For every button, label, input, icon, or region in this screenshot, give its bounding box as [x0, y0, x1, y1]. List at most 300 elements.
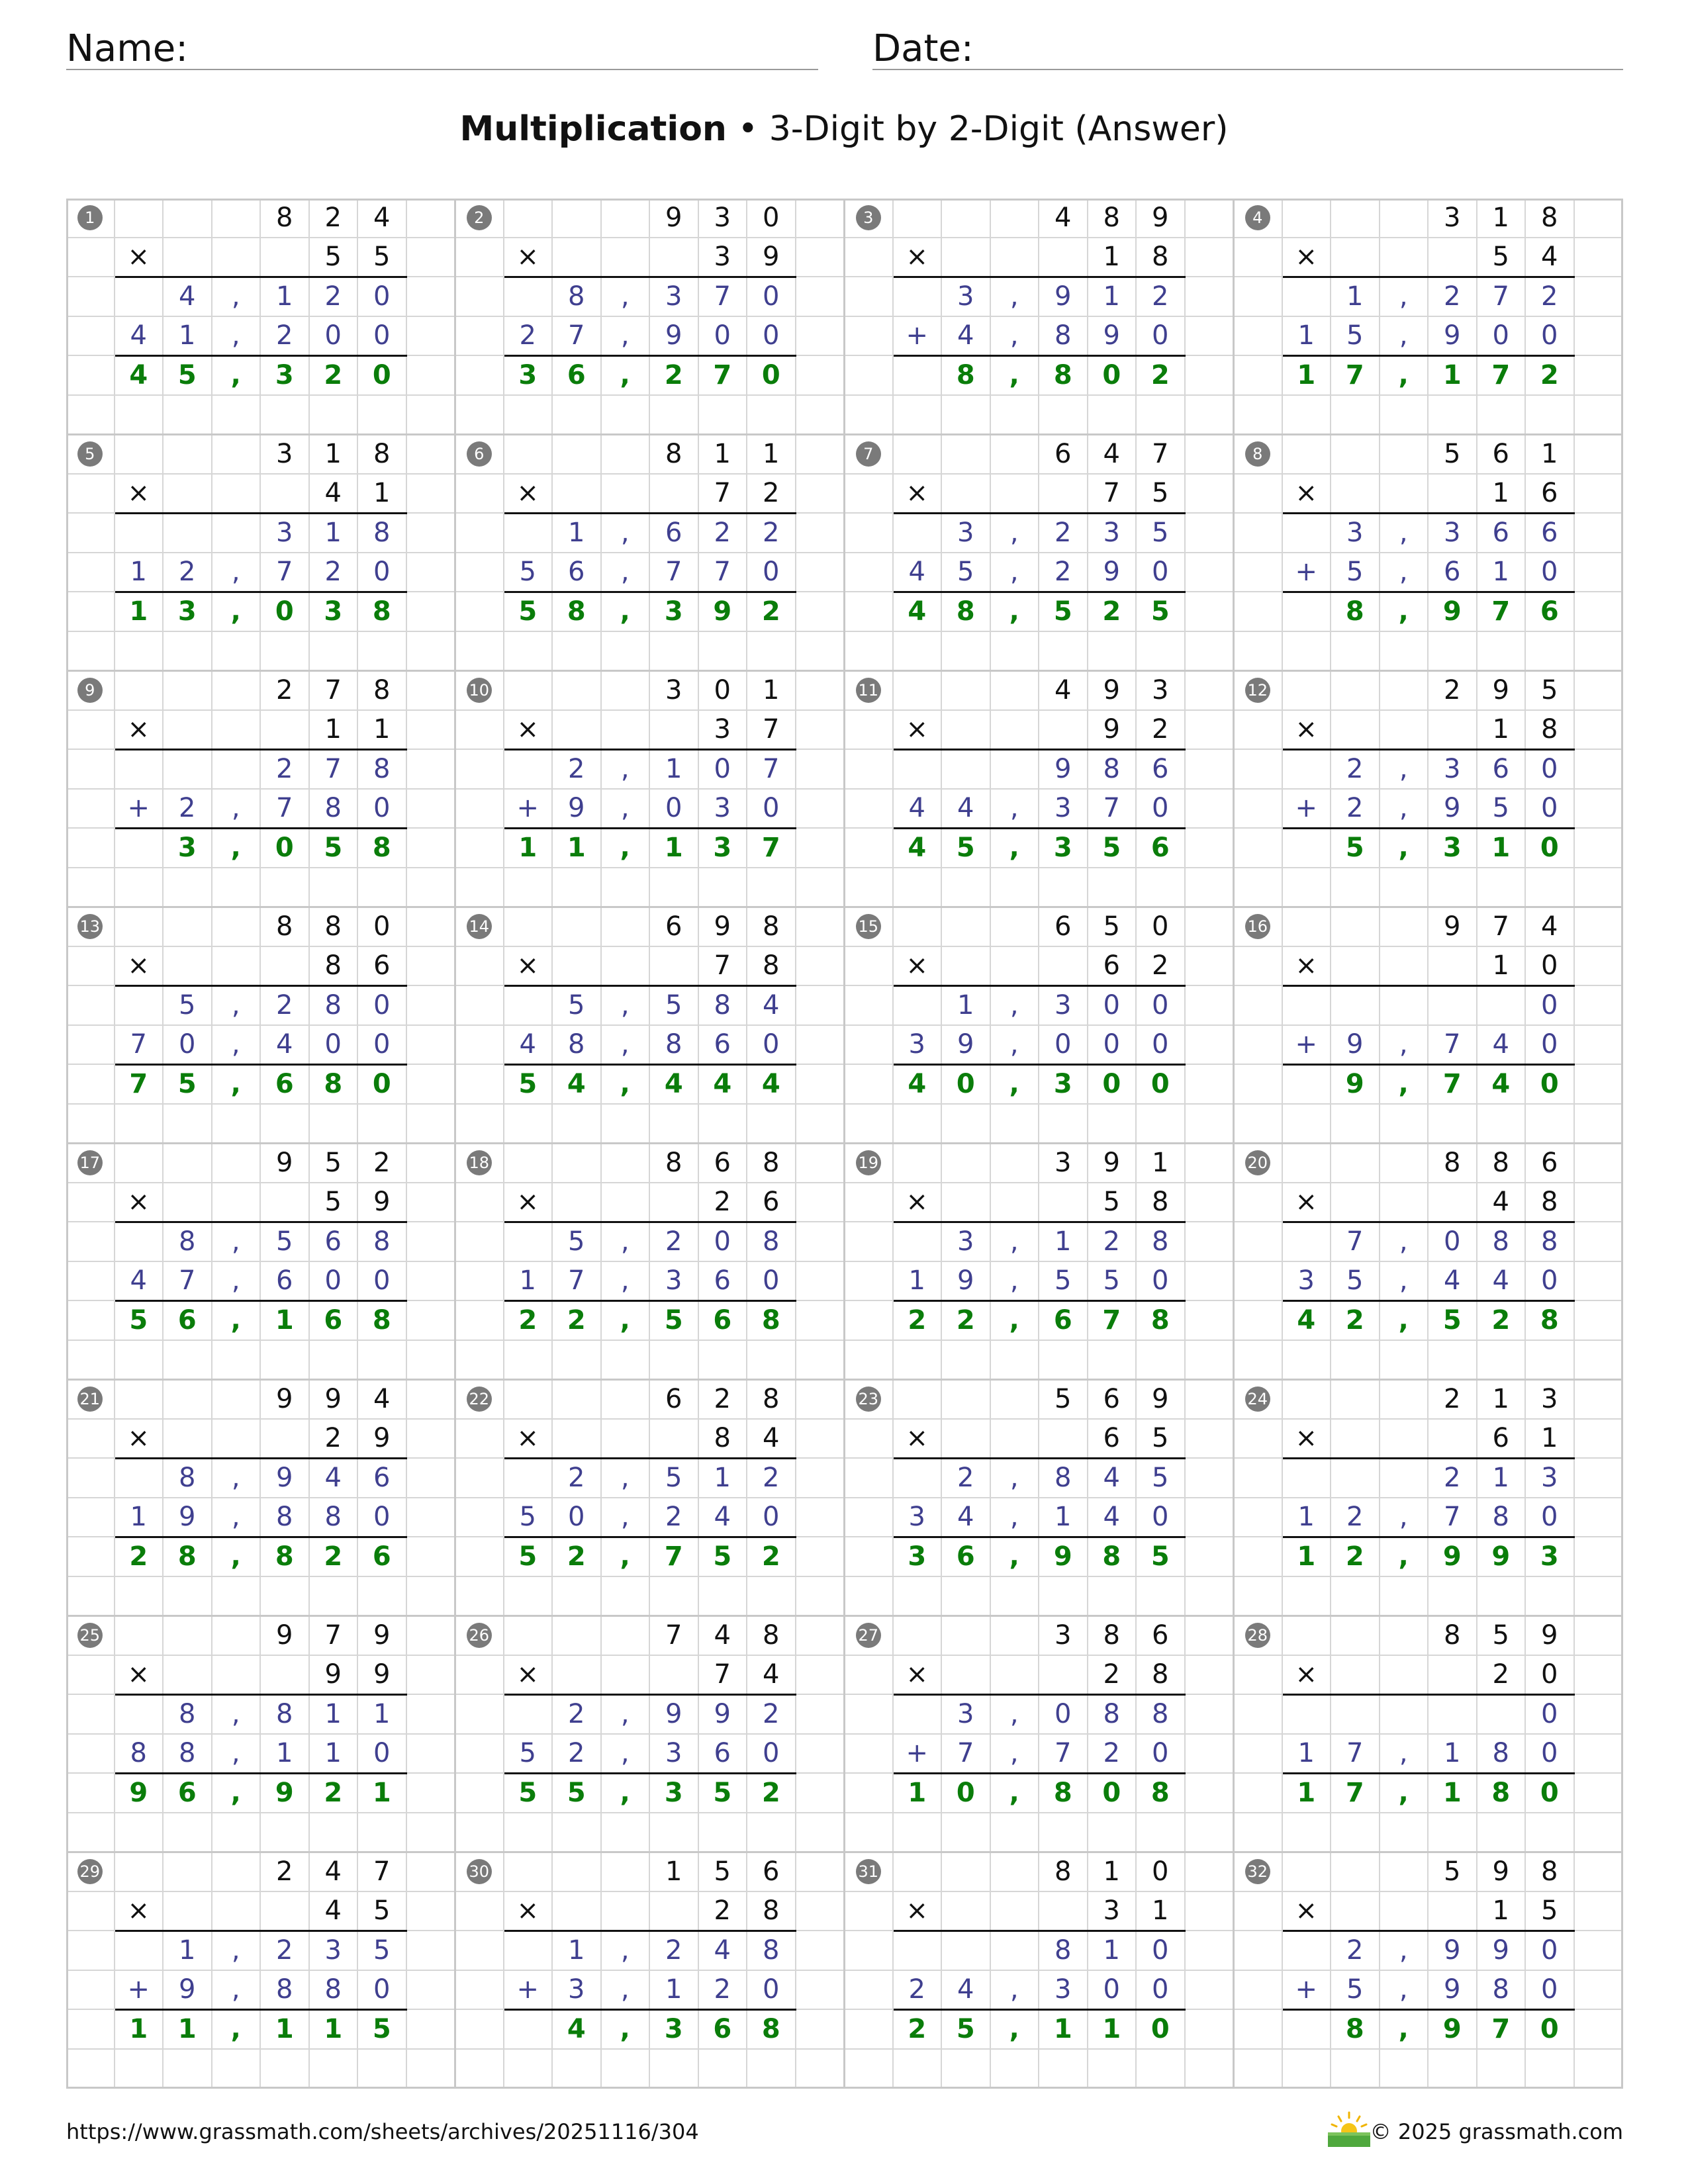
grid-cell [796, 1971, 845, 2011]
grid-cell [845, 1735, 894, 1774]
answer-digit: 8 [358, 1301, 407, 1341]
grid-cell [407, 1026, 456, 1066]
grid-cell [1380, 238, 1429, 278]
problem-number-cell [66, 671, 115, 711]
grid-cell [1039, 1813, 1088, 1853]
partial-product-digit: 7 [1331, 1735, 1380, 1774]
answer-digit: , [1380, 829, 1429, 868]
grid-cell [942, 1852, 991, 1892]
partial-product-digit: , [991, 1971, 1040, 2011]
grid-cell [504, 907, 553, 947]
grid-cell [796, 907, 845, 947]
grid-cell [1526, 1577, 1575, 1617]
grid-cell [942, 1380, 991, 1420]
answer-digit: , [991, 1065, 1040, 1105]
grid-cell [1137, 1341, 1186, 1381]
grid-cell [310, 1577, 359, 1617]
grid-cell [1380, 1577, 1429, 1617]
grid-cell [796, 1301, 845, 1341]
multiplicand-digit: 6 [1477, 435, 1526, 475]
partial-product-digit: 8 [164, 1222, 212, 1262]
grid-cell [407, 435, 456, 475]
partial-product-digit: 0 [1088, 1026, 1137, 1066]
problem-number-cell [845, 199, 894, 238]
grid-cell [1234, 790, 1283, 829]
partial-product-digit: 5 [650, 1459, 699, 1498]
grid-cell [1234, 750, 1283, 790]
partial-product-digit: , [602, 1262, 651, 1302]
grid-cell [1234, 317, 1283, 357]
grid-cell [894, 1222, 943, 1262]
grid-cell [504, 1695, 553, 1735]
problem-number-badge: 21 [77, 1387, 103, 1412]
grid-cell [553, 1144, 602, 1183]
partial-product-digit: 8 [553, 1026, 602, 1066]
partial-product-digit: 8 [1088, 750, 1137, 790]
name-field[interactable] [66, 23, 818, 70]
grid-cell [553, 2050, 602, 2089]
partial-product-digit: 0 [747, 1262, 796, 1302]
grid-cell [1039, 1105, 1088, 1144]
grid-cell [455, 868, 504, 908]
answer-digit: 2 [894, 1301, 943, 1341]
grid-cell [1234, 1695, 1283, 1735]
grid-cell [1575, 553, 1624, 593]
grid-cell [1526, 1341, 1575, 1381]
partial-product-digit: 0 [1137, 1262, 1186, 1302]
grid-cell [407, 1341, 456, 1381]
answer-digit: 5 [1429, 1301, 1477, 1341]
answer-digit: 4 [650, 1065, 699, 1105]
grid-cell [66, 868, 115, 908]
sum-line [1283, 1772, 1575, 1774]
answer-digit: 5 [699, 1774, 748, 1813]
partial-product-digit: 0 [1137, 553, 1186, 593]
name-label: Name: [66, 27, 189, 70]
grid-cell [455, 396, 504, 435]
answer-digit: 5 [504, 592, 553, 632]
grid-cell [164, 435, 212, 475]
grid-cell [1380, 435, 1429, 475]
partial-product-digit: 9 [942, 1262, 991, 1302]
grid-cell [407, 671, 456, 711]
partial-product-digit: 2 [261, 986, 310, 1026]
grid-cell [796, 317, 845, 357]
grid-cell [845, 1498, 894, 1538]
grid-cell [796, 435, 845, 475]
grid-cell [1283, 829, 1332, 868]
grid-cell [796, 514, 845, 553]
grid-cell [1088, 396, 1137, 435]
partial-product-digit: 8 [1137, 1222, 1186, 1262]
grid-cell [1234, 1183, 1283, 1223]
partial-product-digit: 0 [1137, 1026, 1186, 1066]
grid-cell [407, 790, 456, 829]
grid-cell [747, 1577, 796, 1617]
grid-cell [1477, 632, 1526, 672]
answer-digit: 7 [650, 1537, 699, 1577]
partial-product-digit: , [1380, 1931, 1429, 1971]
grid-cell [1186, 1065, 1235, 1105]
grid-cell [115, 1695, 164, 1735]
grid-cell [845, 790, 894, 829]
plus-sign: + [504, 1971, 553, 2011]
sum-line [115, 1930, 407, 1932]
grid-cell [1039, 2050, 1088, 2089]
grid-cell [1331, 1420, 1380, 1459]
answer-digit: 1 [650, 829, 699, 868]
grid-cell [1575, 1656, 1624, 1696]
grid-cell [1331, 1656, 1380, 1696]
partial-product-digit: 1 [1477, 553, 1526, 593]
problem-number-cell [66, 907, 115, 947]
grid-cell [650, 238, 699, 278]
partial-product-digit: 2 [1088, 1222, 1137, 1262]
answer-digit: 6 [358, 1537, 407, 1577]
times-sign: × [504, 238, 553, 278]
grid-cell [602, 1813, 651, 1853]
answer-digit: 1 [1283, 1537, 1332, 1577]
problem-number-badge: 11 [856, 678, 881, 703]
grid-cell [602, 396, 651, 435]
grid-cell [455, 1971, 504, 2011]
grid-cell [942, 1931, 991, 1971]
grid-cell [1186, 1892, 1235, 1932]
sum-line [1283, 1300, 1575, 1302]
partial-product-digit: 9 [1429, 317, 1477, 357]
grid-cell [1575, 1813, 1624, 1853]
partial-product-digit: 8 [261, 1971, 310, 2011]
times-sign: × [894, 1420, 943, 1459]
partial-product-digit: 9 [261, 1459, 310, 1498]
grid-cell [747, 632, 796, 672]
grid-cell [1575, 1105, 1624, 1144]
grid-cell [553, 199, 602, 238]
grid-cell [164, 199, 212, 238]
answer-digit: 6 [1137, 829, 1186, 868]
grid-cell [1429, 1656, 1477, 1696]
multiplicand-digit: 2 [358, 1144, 407, 1183]
answer-digit: 9 [1429, 2010, 1477, 2050]
multiplier-digit: 5 [1137, 1420, 1186, 1459]
grid-cell [1575, 277, 1624, 317]
grid-cell [1283, 1380, 1332, 1420]
grid-cell [1429, 1813, 1477, 1853]
partial-product-digit: 6 [1477, 750, 1526, 790]
grid-cell [553, 396, 602, 435]
multiplicand-digit: 0 [747, 199, 796, 238]
grid-cell [1283, 396, 1332, 435]
partial-product-digit: , [212, 1735, 261, 1774]
partial-product-digit: 3 [310, 1931, 359, 1971]
multiplicand-digit: 5 [1429, 1852, 1477, 1892]
multiplier-digit: 8 [310, 947, 359, 987]
grid-cell [164, 1813, 212, 1853]
grid-cell [845, 1459, 894, 1498]
grid-cell [796, 1931, 845, 1971]
multiplicand-digit: 5 [310, 1144, 359, 1183]
partial-product-digit: 4 [1088, 1498, 1137, 1538]
multiplier-digit: 3 [699, 238, 748, 278]
grid-cell [115, 1852, 164, 1892]
grid-cell [66, 592, 115, 632]
grid-cell [845, 2050, 894, 2089]
footer-url: https://www.grassmath.com/sheets/archives/20251116/304 [66, 2119, 699, 2144]
problem-number-badge: 23 [856, 1387, 881, 1412]
problem-number-cell [66, 1144, 115, 1183]
grid-cell [942, 1892, 991, 1932]
grid-cell [796, 277, 845, 317]
grid-cell [212, 396, 261, 435]
answer-digit: 2 [1088, 592, 1137, 632]
partial-product-digit: 0 [1137, 1735, 1186, 1774]
partial-product-digit: 2 [1429, 277, 1477, 317]
grid-cell [1331, 1852, 1380, 1892]
block-separator [66, 1615, 1623, 1617]
answer-digit: , [991, 829, 1040, 868]
grid-cell [845, 553, 894, 593]
sum-line [1283, 985, 1575, 987]
date-field[interactable] [872, 23, 1623, 70]
partial-product-digit: , [212, 1971, 261, 2011]
partial-product-digit: 1 [115, 1498, 164, 1538]
grid-cell [1234, 1420, 1283, 1459]
grid-cell [407, 1183, 456, 1223]
block-separator [66, 1142, 1623, 1144]
grid-cell [1429, 238, 1477, 278]
grid-cell [212, 1105, 261, 1144]
grid-cell [1283, 1065, 1332, 1105]
grid-cell [1039, 947, 1088, 987]
grid-cell [991, 1616, 1040, 1656]
grid-cell [796, 396, 845, 435]
partial-product-digit: 4 [504, 1026, 553, 1066]
partial-product-digit: 2 [310, 277, 359, 317]
partial-product-digit: 2 [1331, 1498, 1380, 1538]
grid-cell [942, 435, 991, 475]
grid-cell [212, 1813, 261, 1853]
grid-cell [1186, 1931, 1235, 1971]
grid-cell [407, 396, 456, 435]
grid-cell [1380, 1459, 1429, 1498]
partial-product-digit: , [602, 514, 651, 553]
partial-product-digit: 0 [1526, 553, 1575, 593]
partial-product-digit: 0 [310, 317, 359, 357]
grid-cell [1429, 947, 1477, 987]
partial-product-digit: 3 [650, 277, 699, 317]
grid-cell [845, 514, 894, 553]
partial-product-digit: , [602, 553, 651, 593]
grid-cell [504, 1459, 553, 1498]
grid-cell [1283, 277, 1332, 317]
grid-cell [845, 356, 894, 396]
grid-cell [1186, 1222, 1235, 1262]
multiplicand-digit: 6 [650, 907, 699, 947]
grid-cell [1575, 1971, 1624, 2011]
multiplicand-digit: 1 [1477, 1380, 1526, 1420]
grid-cell [650, 1341, 699, 1381]
grid-cell [1283, 1459, 1332, 1498]
multiplicand-digit: 2 [261, 671, 310, 711]
grid-cell [699, 868, 748, 908]
partial-product-digit: 8 [358, 1222, 407, 1262]
multiplier-digit: 6 [358, 947, 407, 987]
partial-product-digit: 1 [1039, 1222, 1088, 1262]
sum-line [115, 512, 407, 514]
grid-cell [699, 1341, 748, 1381]
grid-cell [1234, 475, 1283, 514]
times-sign: × [1283, 947, 1332, 987]
multiplicand-digit: 4 [1039, 199, 1088, 238]
multiplier-digit: 9 [358, 1183, 407, 1223]
grid-cell [845, 1262, 894, 1302]
grid-cell [699, 1813, 748, 1853]
grid-cell [1234, 2050, 1283, 2089]
partial-product-digit: 3 [1526, 1459, 1575, 1498]
partial-product-digit: 0 [1088, 1971, 1137, 2011]
multiplier-digit: 8 [1526, 1183, 1575, 1223]
grid-cell [261, 1892, 310, 1932]
multiplicand-digit: 9 [1429, 907, 1477, 947]
problem-number-badge: 8 [1245, 441, 1270, 467]
grid-cell [504, 199, 553, 238]
problem-number-cell [455, 1616, 504, 1656]
answer-digit: 1 [504, 829, 553, 868]
grid-cell [699, 1105, 748, 1144]
problem-number-cell [66, 1616, 115, 1656]
grid-cell [796, 1065, 845, 1105]
partial-product-digit: 8 [358, 750, 407, 790]
grid-cell [991, 947, 1040, 987]
sum-line [894, 1772, 1186, 1774]
grid-cell [650, 632, 699, 672]
grid-cell [845, 1695, 894, 1735]
multiplicand-digit: 2 [1429, 1380, 1477, 1420]
sum-line [115, 591, 407, 593]
grid-cell [894, 1813, 943, 1853]
problem-number-cell [455, 1380, 504, 1420]
grid-cell [1234, 1656, 1283, 1696]
grid-cell [1039, 238, 1088, 278]
answer-digit: 5 [699, 1537, 748, 1577]
grid-cell [845, 1813, 894, 1853]
grid-cell [796, 1222, 845, 1262]
answer-digit: , [212, 592, 261, 632]
grid-cell [1526, 1813, 1575, 1853]
grid-cell [504, 671, 553, 711]
grid-cell [796, 1695, 845, 1735]
partial-product-digit: 3 [942, 514, 991, 553]
grid-cell [455, 356, 504, 396]
grid-cell [310, 396, 359, 435]
plus-sign: + [1283, 1971, 1332, 2011]
multiplier-digit: 8 [1526, 711, 1575, 751]
multiplier-digit: 7 [699, 947, 748, 987]
multiplicand-digit: 8 [1526, 1852, 1575, 1892]
sum-line [1283, 1221, 1575, 1223]
grid-cell [212, 435, 261, 475]
multiplier-digit: 1 [358, 711, 407, 751]
answer-digit: 1 [1088, 2010, 1137, 2050]
partial-product-digit: 7 [699, 553, 748, 593]
partial-product-digit: 7 [261, 790, 310, 829]
multiplier-digit: 2 [699, 1892, 748, 1932]
grid-cell [455, 1420, 504, 1459]
grid-cell [1234, 1498, 1283, 1538]
answer-digit: 8 [1039, 1774, 1088, 1813]
grid-cell [1283, 1931, 1332, 1971]
partial-product-digit: 6 [1429, 553, 1477, 593]
grid-cell [602, 1892, 651, 1932]
partial-product-digit: 0 [1088, 986, 1137, 1026]
grid-cell [407, 592, 456, 632]
grid-cell [1331, 632, 1380, 672]
problem-number-cell [455, 199, 504, 238]
answer-digit: 2 [942, 1301, 991, 1341]
partial-product-digit: 0 [164, 1026, 212, 1066]
answer-digit: , [991, 1301, 1040, 1341]
grid-cell [212, 1341, 261, 1381]
grid-cell [991, 750, 1040, 790]
grid-cell [115, 750, 164, 790]
grid-cell [1526, 632, 1575, 672]
grid-cell [504, 1852, 553, 1892]
grid-cell [66, 632, 115, 672]
partial-product-digit: 0 [1137, 1931, 1186, 1971]
grid-cell [845, 947, 894, 987]
sum-line [504, 1694, 796, 1696]
grid-cell [991, 1183, 1040, 1223]
grid-cell [66, 1695, 115, 1735]
plus-sign: + [1283, 1026, 1332, 1066]
grid-cell [1331, 711, 1380, 751]
sum-line [504, 749, 796, 751]
grid-cell [164, 632, 212, 672]
grid-cell [796, 1892, 845, 1932]
grid-cell [650, 475, 699, 514]
plus-sign: + [115, 790, 164, 829]
sum-line [894, 276, 1186, 278]
grid-cell [164, 671, 212, 711]
grid-cell [894, 750, 943, 790]
grid-cell [504, 1222, 553, 1262]
times-sign: × [504, 711, 553, 751]
grid-cell [1575, 711, 1624, 751]
grid-cell [1039, 1183, 1088, 1223]
partial-product-digit: 4 [942, 790, 991, 829]
partial-product-digit: 6 [1477, 514, 1526, 553]
grid-cell [1234, 1105, 1283, 1144]
grid-cell [455, 790, 504, 829]
answer-digit: 9 [1331, 1065, 1380, 1105]
grid-cell [1234, 1301, 1283, 1341]
sum-line [1283, 591, 1575, 593]
answer-digit: 2 [310, 356, 359, 396]
grid-cell [1380, 1105, 1429, 1144]
grid-cell [1283, 1105, 1332, 1144]
grid-cell [407, 1420, 456, 1459]
grid-cell [1575, 238, 1624, 278]
grid-cell [1429, 1420, 1477, 1459]
grid-cell [1283, 1616, 1332, 1656]
grid-cell [942, 671, 991, 711]
grid-cell [455, 1695, 504, 1735]
grid-cell [1283, 1341, 1332, 1381]
grid-cell [1137, 1105, 1186, 1144]
multiplier-digit: 8 [747, 1892, 796, 1932]
partial-product-digit: 0 [747, 1026, 796, 1066]
plus-sign: + [1283, 790, 1332, 829]
